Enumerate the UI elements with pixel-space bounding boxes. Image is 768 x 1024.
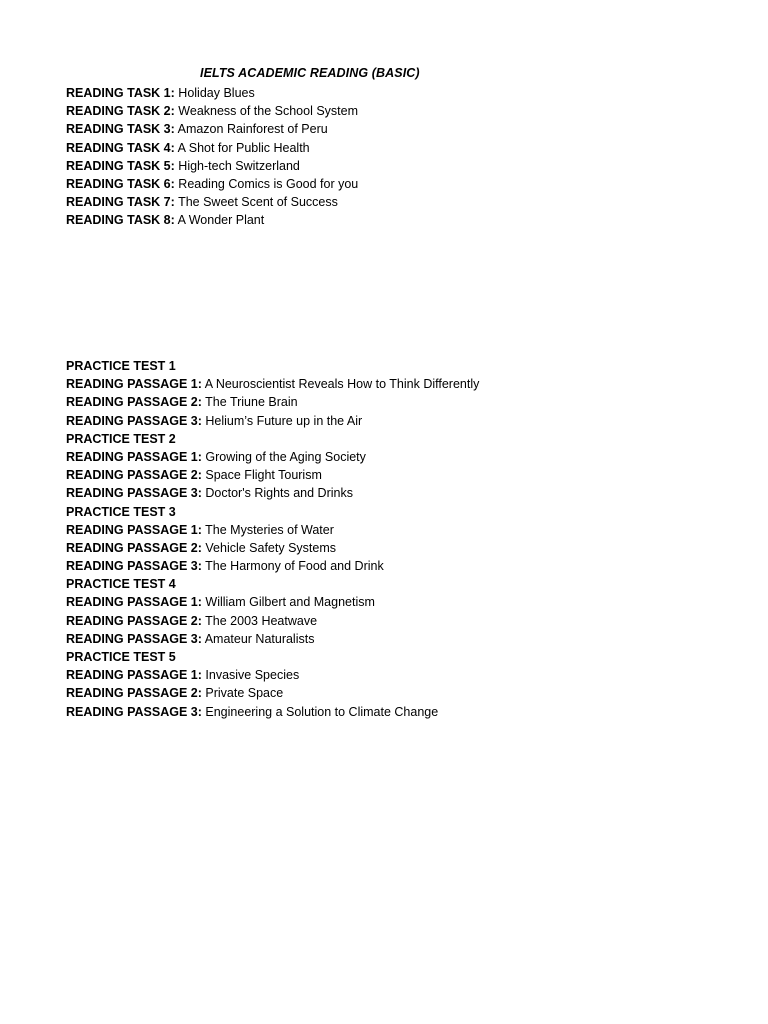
reading-passage-item (66, 557, 479, 575)
task-prefix: READING TASK 3: (66, 122, 175, 137)
reading-task-item (66, 84, 358, 102)
practice-test-heading: PRACTICE TEST 4 (66, 577, 176, 592)
reading-passage-item (66, 612, 479, 630)
task-title: A Shot for Public Health (177, 140, 310, 155)
passage-prefix: READING PASSAGE 2: (66, 613, 202, 628)
reading-task-list (66, 84, 358, 230)
passage-title: Vehicle Safety Systems (205, 540, 337, 555)
task-prefix: READING TASK 4: (66, 140, 175, 155)
reading-passage-item (66, 630, 479, 648)
task-prefix: READING TASK 8: (66, 213, 175, 228)
task-prefix: READING TASK 7: (66, 195, 175, 210)
reading-passage-item (66, 703, 479, 721)
reading-passage-item (66, 448, 479, 466)
passage-prefix: READING PASSAGE 1: (66, 595, 202, 610)
task-prefix: READING TASK 2: (66, 104, 175, 119)
reading-passage-item (66, 521, 479, 539)
passage-prefix: READING PASSAGE 3: (66, 631, 202, 646)
passage-title: William Gilbert and Magnetism (205, 595, 375, 610)
task-title: Weakness of the School System (178, 104, 359, 119)
reading-task-item (66, 157, 358, 175)
reading-passage-item (66, 539, 479, 557)
task-prefix: READING TASK 1: (66, 86, 175, 100)
task-title: Holiday Blues (178, 86, 255, 100)
reading-passage-item (66, 412, 479, 430)
passage-title: Amateur Naturalists (204, 631, 315, 646)
practice-test-heading: PRACTICE TEST 3 (66, 504, 176, 519)
reading-task-item (66, 120, 358, 138)
task-prefix: READING TASK 5: (66, 158, 175, 173)
reading-passage-item (66, 684, 479, 702)
passage-prefix: READING PASSAGE 2: (66, 468, 202, 483)
practice-test-list (66, 357, 479, 721)
task-title: The Sweet Scent of Success (178, 195, 338, 210)
practice-test-heading: PRACTICE TEST 1 (66, 359, 176, 373)
passage-title: The Triune Brain (205, 395, 298, 410)
reading-task-item (66, 211, 358, 229)
passage-prefix: READING PASSAGE 1: (66, 522, 202, 537)
passage-prefix: READING PASSAGE 3: (66, 486, 202, 501)
passage-prefix: READING PASSAGE 3: (66, 559, 202, 574)
passage-title: A Neuroscientist Reveals How to Think Differently (204, 377, 480, 392)
reading-passage-item (66, 666, 479, 684)
task-title: High-tech Switzerland (178, 158, 300, 173)
reading-passage-item (66, 466, 479, 484)
reading-passage-item (66, 375, 479, 393)
reading-task-item (66, 139, 358, 157)
reading-passage-item (66, 393, 479, 411)
task-title: Reading Comics is Good for you (178, 176, 359, 191)
document-title: IELTS ACADEMIC READING (BASIC) (200, 66, 420, 80)
passage-prefix: READING PASSAGE 2: (66, 395, 202, 410)
passage-title: Doctor's Rights and Drinks (205, 486, 353, 501)
passage-prefix: READING PASSAGE 1: (66, 377, 202, 392)
passage-title: Invasive Species (205, 668, 300, 683)
reading-task-item (66, 175, 358, 193)
passage-prefix: READING PASSAGE 2: (66, 686, 202, 701)
passage-title: The Mysteries of Water (205, 522, 334, 537)
passage-prefix: READING PASSAGE 2: (66, 540, 202, 555)
passage-prefix: READING PASSAGE 1: (66, 449, 202, 464)
task-title: A Wonder Plant (177, 213, 265, 228)
passage-title: Helium’s Future up in the Air (205, 413, 363, 428)
reading-passage-item (66, 484, 479, 502)
passage-title: Private Space (205, 686, 284, 701)
passage-prefix: READING PASSAGE 1: (66, 668, 202, 683)
passage-title: The Harmony of Food and Drink (205, 559, 384, 574)
reading-task-item (66, 102, 358, 120)
task-prefix: READING TASK 6: (66, 176, 175, 191)
passage-prefix: READING PASSAGE 3: (66, 704, 202, 719)
reading-passage-item (66, 593, 479, 611)
passage-title: Engineering a Solution to Climate Change (205, 704, 439, 719)
passage-title: Space Flight Tourism (205, 468, 322, 483)
reading-task-item (66, 193, 358, 211)
passage-prefix: READING PASSAGE 3: (66, 413, 202, 428)
practice-test-heading: PRACTICE TEST 5 (66, 650, 176, 664)
practice-test-heading: PRACTICE TEST 2 (66, 431, 176, 446)
task-title: Amazon Rainforest of Peru (177, 122, 328, 137)
passage-title: Growing of the Aging Society (205, 449, 366, 464)
passage-title: The 2003 Heatwave (205, 613, 318, 628)
